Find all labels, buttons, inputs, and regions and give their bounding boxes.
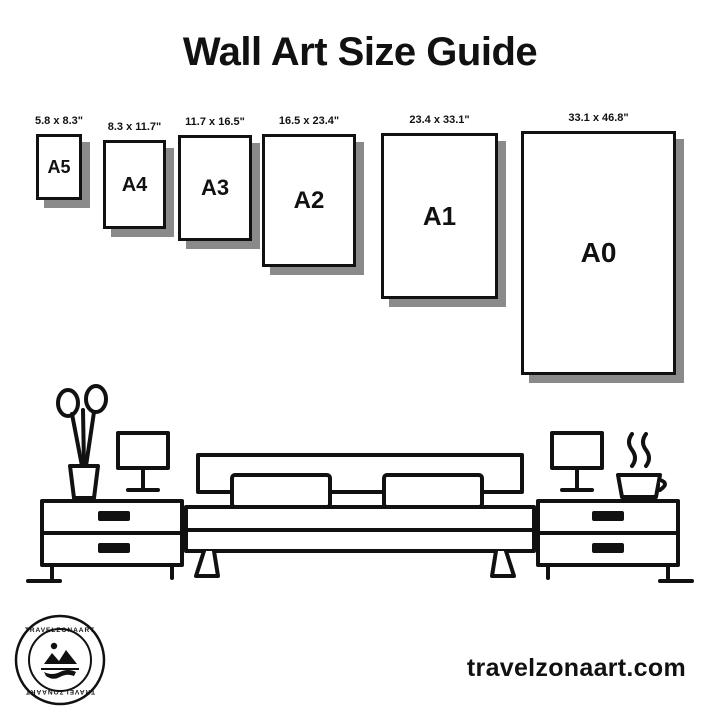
frame-box bbox=[103, 140, 166, 229]
frame-box bbox=[36, 134, 82, 200]
logo-text-top: TRAVELZONAART bbox=[24, 627, 96, 634]
coffee-cup bbox=[618, 434, 665, 497]
frame-size-name: A3 bbox=[200, 175, 230, 200]
frame-dimension-label: 11.7 x 16.5" bbox=[185, 116, 245, 128]
left-nightstand bbox=[42, 501, 182, 578]
frame-size-name: A0 bbox=[580, 237, 617, 268]
frame-size-name: A5 bbox=[47, 157, 71, 177]
bed-legs bbox=[196, 551, 218, 576]
page-title: Wall Art Size Guide bbox=[182, 30, 538, 74]
frame-dimension-label: 23.4 x 33.1" bbox=[409, 114, 470, 126]
pillow-left bbox=[232, 475, 330, 507]
frame-size-name: A4 bbox=[121, 173, 148, 196]
frame-a4[interactable] bbox=[103, 121, 166, 229]
frame-dimension-label: 8.3 x 11.7" bbox=[107, 121, 162, 133]
frame-a0[interactable] bbox=[521, 112, 676, 375]
frame-dimension-label: 5.8 x 8.3" bbox=[34, 115, 84, 127]
brand-logo bbox=[14, 614, 106, 706]
frame-size-name: A2 bbox=[293, 186, 325, 214]
pillow-right bbox=[384, 475, 482, 507]
right-nightstand bbox=[538, 501, 678, 578]
frame-dimension-label: 16.5 x 23.4" bbox=[278, 115, 340, 127]
website-url: travelzonaart.com bbox=[466, 654, 686, 682]
right-table-lamp bbox=[552, 433, 602, 490]
vase-with-flowers bbox=[58, 386, 106, 498]
frame-box bbox=[381, 133, 498, 299]
frame-a1[interactable] bbox=[381, 114, 498, 299]
bedroom-scene bbox=[0, 370, 720, 610]
frame-box bbox=[178, 135, 252, 241]
frame-a5[interactable] bbox=[34, 115, 84, 200]
frame-a2[interactable] bbox=[262, 115, 356, 267]
logo-text-bottom: TRAVELZONAART bbox=[24, 688, 96, 695]
frame-a3[interactable] bbox=[178, 116, 252, 241]
bed bbox=[186, 455, 534, 576]
frame-size-name: A1 bbox=[422, 201, 457, 231]
left-table-lamp bbox=[118, 433, 168, 490]
frame-box bbox=[521, 131, 676, 375]
frame-box bbox=[262, 134, 356, 267]
frame-dimension-label: 33.1 x 46.8" bbox=[568, 112, 629, 124]
